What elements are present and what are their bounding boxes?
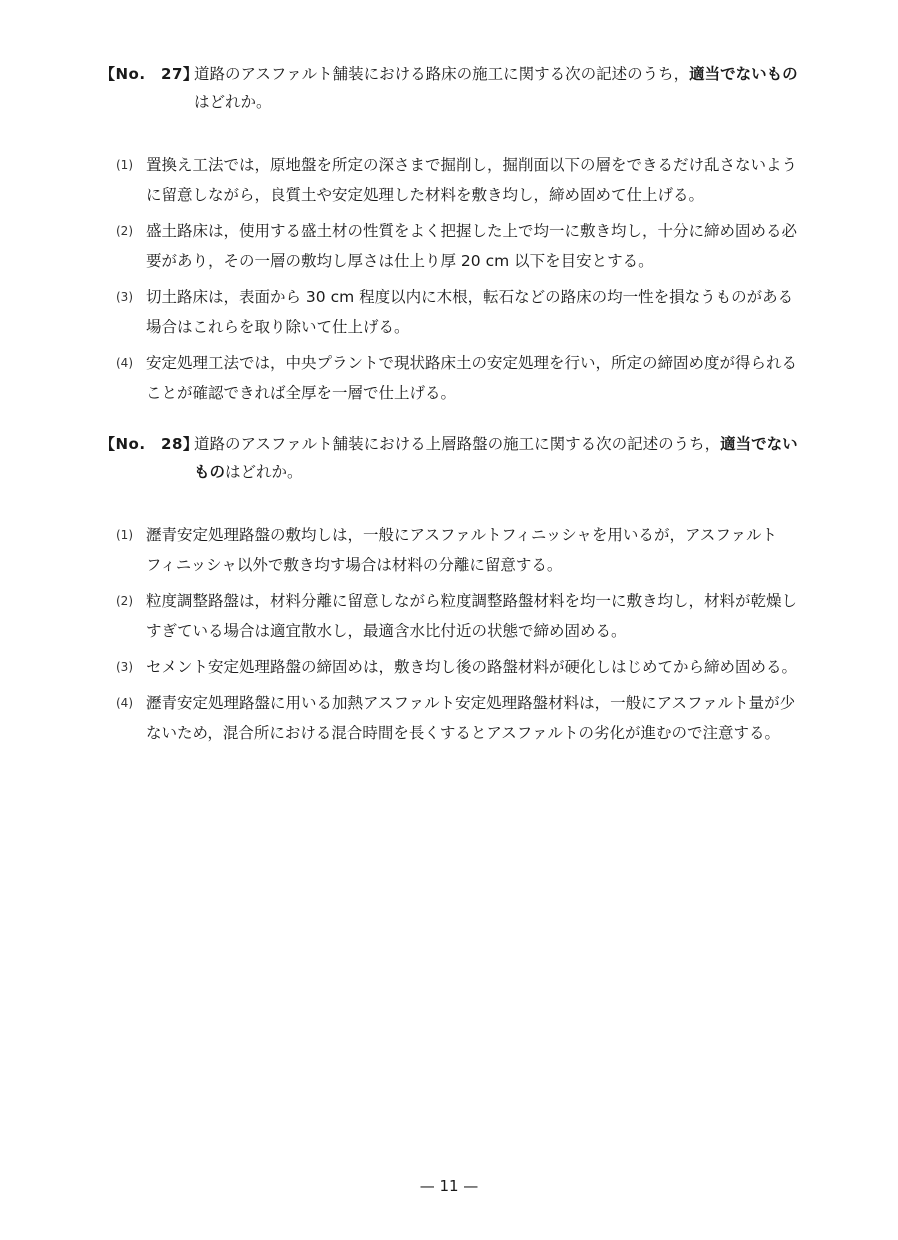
question-number: 【No. 27】: [100, 65, 199, 83]
option-item: [100, 652, 800, 682]
option-number: (3): [116, 660, 133, 674]
option-number: (4): [116, 696, 133, 710]
option-line: に留意しながら，良質土や安定処理した材料を敷き均し，締め固めて仕上げる。: [146, 186, 705, 204]
stem-line: [194, 430, 804, 458]
stem-emphasis: もの: [194, 463, 226, 481]
option-number: (2): [116, 594, 133, 608]
option-number: (2): [116, 224, 133, 238]
option-text: [146, 586, 806, 646]
stem-emphasis: 適当でない: [720, 435, 798, 453]
option-text: [146, 520, 806, 580]
question-27: [100, 60, 800, 414]
option-text: [146, 150, 806, 210]
option-number: (1): [116, 528, 133, 542]
option-text: [146, 348, 806, 408]
option-line: ないため，混合所における混合時間を長くするとアスファルトの劣化が進むので注意する。: [146, 724, 780, 742]
option-line: 盛土路床は，使用する盛土材の性質をよく把握した上で均一に敷き均し，十分に締め固める必: [146, 222, 798, 240]
option-line: 瀝青安定処理路盤の敷均しは，一般にアスファルトフィニッシャを用いるが，アスファルト: [146, 526, 778, 544]
option-text: [146, 282, 806, 342]
option-text: [146, 216, 806, 276]
option-line: すぎている場合は適宜散水し，最適含水比付近の状態で締め固める。: [146, 622, 627, 640]
question-number: 【No. 28】: [100, 435, 199, 453]
stem-line: [194, 458, 804, 486]
option-line: 瀝青安定処理路盤に用いる加熱アスファルト安定処理路盤材料は，一般にアスファルト量が少: [146, 694, 796, 712]
question-28: [100, 430, 800, 754]
question-stem: [194, 430, 804, 486]
option-line: 置換え工法では，原地盤を所定の深さまで掘削し，掘削面以下の層をできるだけ乱さないよう: [146, 156, 798, 174]
option-line: フィニッシャ以外で敷き均す場合は材料の分離に留意する。: [146, 556, 563, 574]
option-item: [100, 586, 800, 646]
option-number: (3): [116, 290, 133, 304]
stem-text: はどれか。: [194, 93, 272, 111]
option-number: (1): [116, 158, 133, 172]
option-item: [100, 150, 800, 210]
stem-text: 道路のアスファルト舗装における上層路盤の施工に関する次の記述のうち，: [194, 435, 721, 453]
option-line: 安定処理工法では，中央プラントで現状路床土の安定処理を行い，所定の締固め度が得られる: [146, 354, 798, 372]
option-item: [100, 520, 800, 580]
options-list: [100, 150, 800, 408]
option-line: 粒度調整路盤は，材料分離に留意しながら粒度調整路盤材料を均一に敷き均し，材料が乾燥し: [146, 592, 798, 610]
options-list: [100, 520, 800, 748]
question-header: [100, 60, 800, 122]
option-item: [100, 348, 800, 408]
question-stem: [194, 60, 804, 116]
option-number: (4): [116, 356, 133, 370]
option-item: [100, 216, 800, 276]
option-text: [146, 652, 806, 682]
page-number: — 11 —: [419, 1177, 479, 1195]
stem-text: 道路のアスファルト舗装における路床の施工に関する次の記述のうち，: [194, 65, 690, 83]
option-item: [100, 282, 800, 342]
stem-emphasis: 適当でないもの: [689, 65, 798, 83]
option-line: 要があり，その一層の敷均し厚さは仕上り厚 20 cm 以下を目安とする。: [146, 252, 654, 270]
stem-line: [194, 88, 804, 116]
question-header: [100, 430, 800, 492]
option-line: 切土路床は，表面から 30 cm 程度以内に木根，転石などの路床の均一性を損なうものがある: [146, 288, 794, 306]
option-line: 場合はこれらを取り除いて仕上げる。: [146, 318, 410, 336]
option-line: セメント安定処理路盤の締固めは，敷き均し後の路盤材料が硬化しはじめてから締め固める。: [146, 658, 798, 676]
option-line: ことが確認できれば全厚を一層で仕上げる。: [146, 384, 457, 402]
stem-text: はどれか。: [225, 463, 303, 481]
stem-line: [194, 60, 804, 88]
option-text: [146, 688, 806, 748]
option-item: [100, 688, 800, 748]
